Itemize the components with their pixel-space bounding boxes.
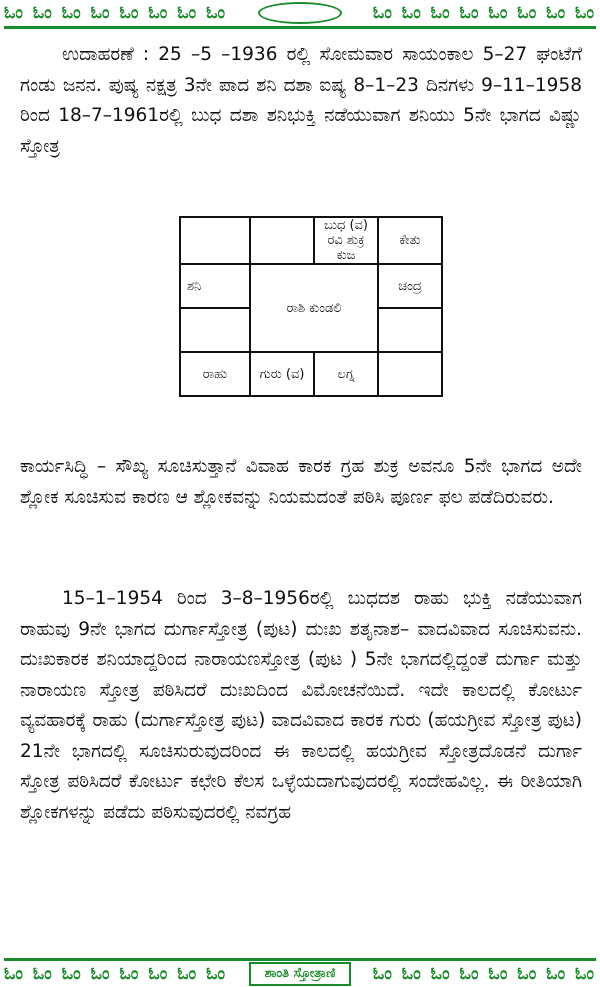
chart-cell [250,217,314,264]
chart-cell-moon [378,264,442,308]
paragraph-second-example: 15–1–1954 ರಿಂದ 3–8–1956ರಲ್ಲಿ ಬುಧದಶ ರಾಹು ಭುಕ್ತಿ ನಡೆಯುವಾಗ ರಾಹುವು 9ನೇ ಭಾಗದ ದುರ್ಗಾಸ್ತೋತ್ರ (ಪುಟ) ದುಃಖ ಶತೃನಾಶ– ವಾದವಿವಾದ ಸೂಚಿಸುವನು. ದುಃಖಕಾರಕ ಶನಿಯಾದ್ದರಿಂದ ನಾರಾಯಣಸ್ತೋತ್ರ (ಪುಟ ) 5ನೇ ಭಾಗದಲ್ಲಿದ್ದಂತೆ ದುರ್ಗಾ ಮತ್ತು ನಾರಾಯಣ ಸ್ತೋತ್ರ ಪಠಿಸಿದರೆ ದುಃಖದಿಂದ ವಿಮೋಚನೆಯಿದೆ. ಇದೇ ಕಾಲದಲ್ಲಿ ಕೋರ್ಟು ವ್ಯವಹಾರಕ್ಕೆ ರಾಹು (ದುರ್ಗಾಸ್ತೋತ್ರ ಪುಟ) ವಾದವಿವಾದ ಕಾರಕ ಗುರು (ಹಯಗ್ರೀವ ಸ್ತೋತ್ರ ಪುಟ) 21ನೇ ಭಾಗದಲ್ಲಿ ಸೂಚಿಸುರುವುದರಿಂದ ಈ ಕಾಲದಲ್ಲಿ ಹಯಗ್ರೀವ ಸ್ತೋತ್ರದೊಡನೆ ದುರ್ಗಾ ಸ್ತೋತ್ರ ಪಠಿಸಿದರೆ ಕೋರ್ಟು ಕಛೇರಿ ಕೆಲಸ ಒಳ್ಳೆಯದಾಗುವುದರಲ್ಲಿ ಸಂದೇಹವಿಲ್ಲ. ಈ ರೀತಿಯಾಗಿ ಶ್ಲೋಕಗಳನ್ನು ಪಡೆದು ಪಠಿಸುವುದರಲ್ಲಿ ನವಗ್ರಹ [20,588,582,823]
footer-om-right: ಓಂ ಓಂ ಓಂ ಓಂ ಓಂ ಓಂ ಓಂ ಓಂ [372,964,596,984]
chart-cell-rahu [180,352,250,396]
footer-om-left: ಓಂ ಓಂ ಓಂ ಓಂ ಓಂ ಓಂ ಓಂ ಓಂ [4,964,228,984]
chart-cell-ketu [378,217,442,264]
header-band [4,0,596,29]
chart-cell [378,352,442,396]
footer-title: ಶಾಂತಿ ಸ್ತೋತ್ರಾಣಿ [249,962,352,986]
chart-label: ಚಂದ್ರ [398,278,422,294]
chart-cell [180,308,250,352]
chart-label: ಕೇತು [399,233,421,248]
chart-center-title [250,264,378,352]
chart-label: ಗುರು (ವ) [259,366,305,382]
chart-cell [378,308,442,352]
chart-label: ಬುಧ (ವ) [324,218,368,233]
header-om-right: ಓಂ ಓಂ ಓಂ ಓಂ ಓಂ ಓಂ ಓಂ ಓಂ [372,3,596,23]
chart-label: ರಾಹು [202,366,228,382]
chart-cell [180,217,250,264]
chart-label: ಶನಿ [187,278,202,294]
header-oval-ornament [258,2,342,24]
rashi-kundali-chart [179,216,443,397]
chart-cell-saturn [180,264,250,308]
footer-band [4,958,596,987]
chart-title: ರಾಶಿ ಕುಂಡಲಿ [286,300,342,316]
chart-cell-lagna [314,352,378,396]
paragraph-result: ಕಾರ್ಯಸಿದ್ಧಿ – ಸೌಖ್ಯ ಸೂಚಿಸುತ್ತಾನೆ ವಿವಾಹ ಕಾರಕ ಗ್ರಹ ಶುಕ್ರ ಅವನೂ 5ನೇ ಭಾಗದ ಅದೇ ಶ್ಲೋಕ ಸೂಚಿಸುವ ಕಾರಣ ಆ ಶ್ಲೋಕವನ್ನು ನಿಯಮದಂತೆ ಪಠಿಸಿ ಪೂರ್ಣ ಫಲ ಪಡೆದಿರುವರು. [20,456,582,508]
chart-cell-jupiter [250,352,314,396]
paragraph-example: ಉದಾಹರಣೆ : 25 –5 –1936 ರಲ್ಲಿ ಸೋಮವಾರ ಸಾಯಂಕಾಲ 5–27 ಘಂಟೆಗೆ ಗಂಡು ಜನನ. ಪುಷ್ಯ ನಕ್ಷತ್ರ 3ನೇ ಪಾದ ಶನಿ ದಶಾ ಐಷ್ಯ 8–1–23 ದಿನಗಳು 9–11–1958 ರಿಂದ 18–7–1961ರಲ್ಲಿ ಬುಧ ದಶಾ ಶನಿಭುಕ್ತಿ ನಡೆಯುವಾಗ ಶನಿಯು 5ನೇ ಭಾಗದ ವಿಷ್ಣು ಸ್ತೋತ್ರ [20,44,582,157]
chart-label: ಲಗ್ನ [337,366,355,382]
header-om-left: ಓಂ ಓಂ ಓಂ ಓಂ ಓಂ ಓಂ ಓಂ ಓಂ [4,3,228,23]
chart-label: ರವಿ ಶುಕ್ರ [327,233,365,248]
chart-cell-mercury-sun-venus-mars [314,217,378,264]
chart-label: ಕುಜ [336,248,356,263]
